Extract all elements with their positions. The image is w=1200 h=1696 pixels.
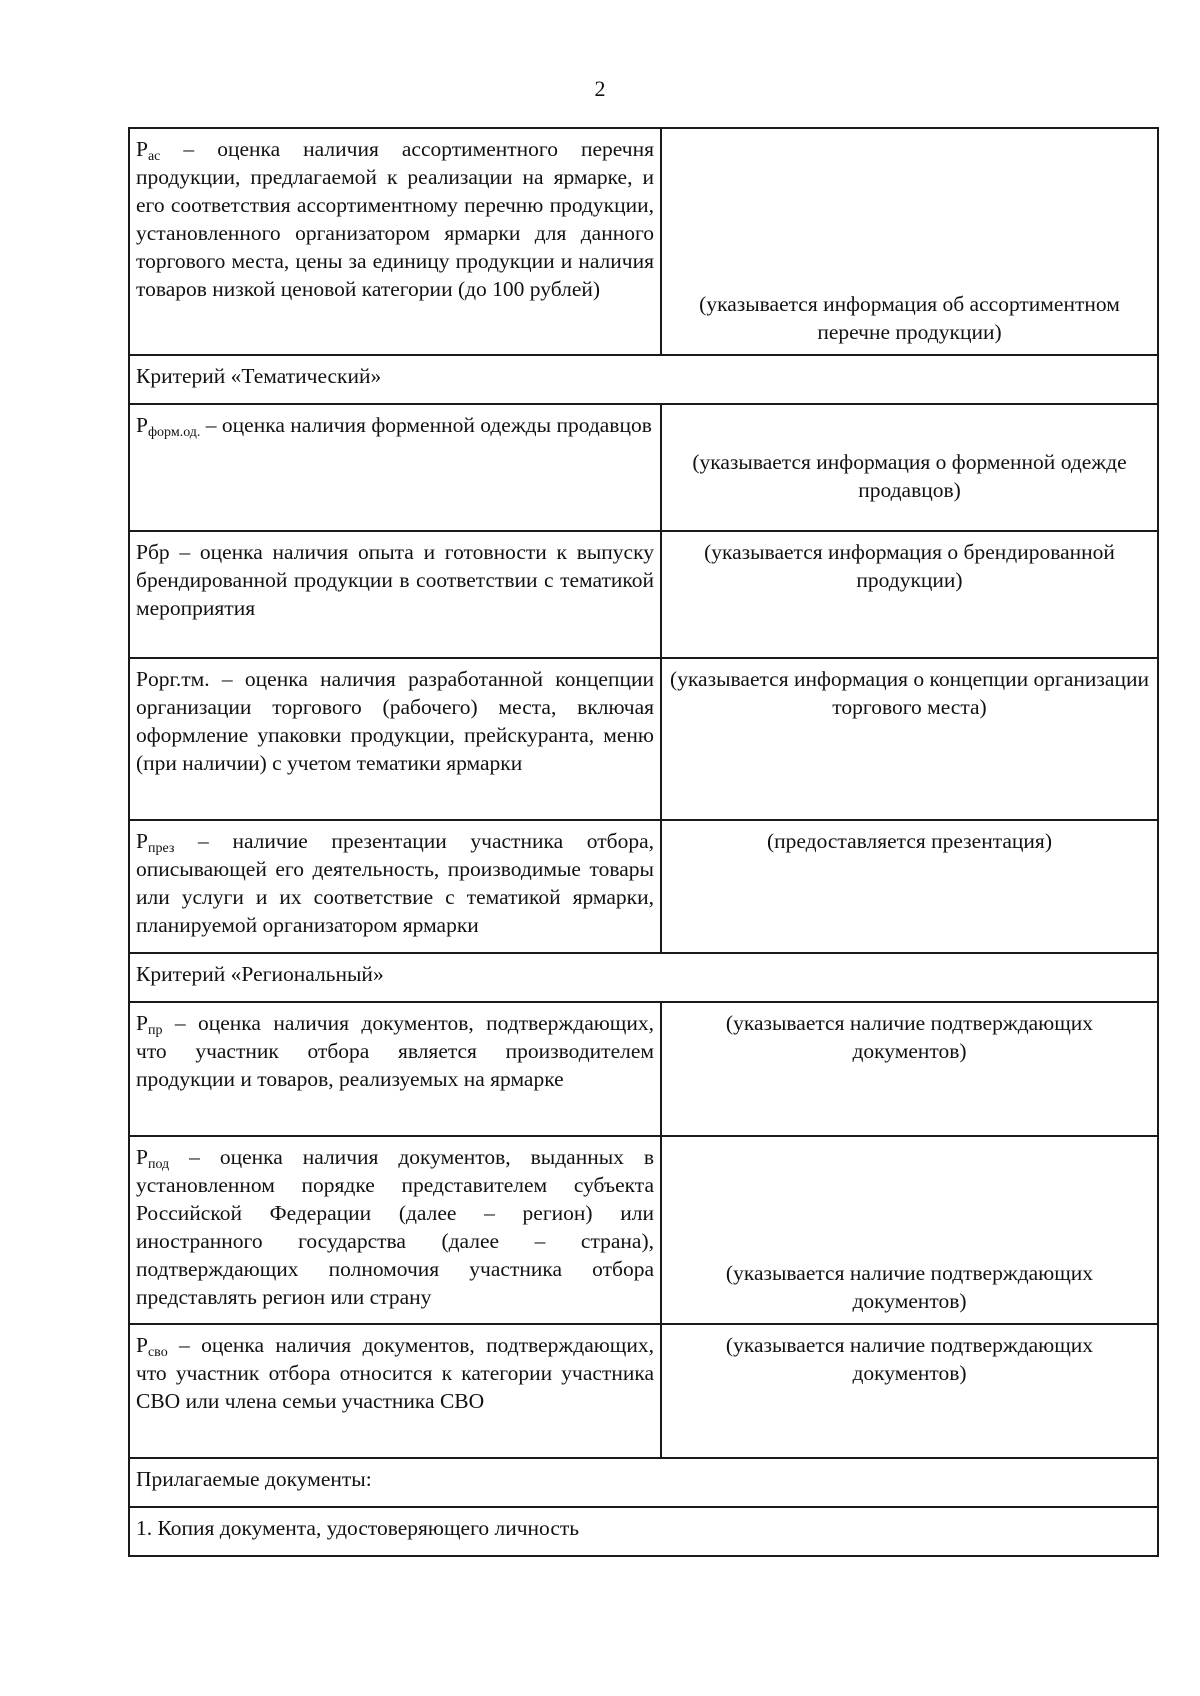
criterion-description <box>129 1136 661 1324</box>
section-row <box>129 953 1158 1002</box>
table-row <box>129 531 1158 658</box>
criterion-info: (указывается наличие подтверждающих документов) <box>661 1136 1158 1324</box>
table-row <box>129 1324 1158 1458</box>
table-row <box>129 820 1158 953</box>
criterion-symbol: Рбр <box>136 540 170 564</box>
section-row <box>129 1458 1158 1507</box>
criterion-description <box>129 1324 661 1458</box>
criterion-text: – оценка наличия форменной одежды продавцов <box>200 413 652 437</box>
criterion-text: – оценка наличия опыта и готовности к выпуску брендированной продукции в соответствии с тематикой мероприятия <box>136 540 654 620</box>
criterion-subscript: форм.од. <box>147 425 201 440</box>
criterion-symbol: P <box>136 829 148 853</box>
table-row <box>129 658 1158 820</box>
attached-documents-heading: Прилагаемые документы: <box>129 1458 1158 1507</box>
criterion-subscript: сво <box>147 1345 168 1360</box>
criterion-text: – оценка наличия разработанной концепции организации торгового (рабочего) места, включая оформление упаковки продукции, прейскуранта, меню (при наличии) с учетом тематики ярмарки <box>136 667 654 775</box>
criterion-subscript: ас <box>147 149 161 164</box>
criterion-symbol: P <box>136 137 148 161</box>
criterion-info: (указывается наличие подтверждающих документов) <box>661 1002 1158 1136</box>
criterion-subscript: под <box>147 1157 170 1172</box>
criterion-description <box>129 1002 661 1136</box>
table-row <box>129 1507 1158 1556</box>
criterion-text: – наличие презентации участника отбора, описывающей его деятельность, производимые товары или услуги и их соответствие с тематикой ярмарки, планируемой организатором ярмарки <box>136 829 654 937</box>
criterion-text: – оценка наличия документов, подтверждающих, что участник отбора является производителем продукции и товаров, реализуемых на ярмарке <box>136 1011 654 1091</box>
criterion-text: – оценка наличия документов, подтверждающих, что участник отбора относится к категории участника СВО или члена семьи участника СВО <box>136 1333 654 1413</box>
section-row <box>129 355 1158 404</box>
table-row <box>129 1002 1158 1136</box>
criterion-symbol: P <box>136 1333 148 1357</box>
criterion-description <box>129 531 661 658</box>
criterion-info: (указывается наличие подтверждающих документов) <box>661 1324 1158 1458</box>
table-row <box>129 1136 1158 1324</box>
table-row <box>129 128 1158 355</box>
criterion-info: (указывается информация о брендированной продукции) <box>661 531 1158 658</box>
criterion-symbol: P <box>136 1011 148 1035</box>
section-heading: Критерий «Региональный» <box>129 953 1158 1002</box>
criterion-symbol: P <box>136 1145 148 1169</box>
criterion-subscript: през <box>147 841 175 856</box>
criterion-description <box>129 128 661 355</box>
table-row <box>129 404 1158 531</box>
criterion-text: – оценка наличия ассортиментного перечня продукции, предлагаемой к реализации на ярмарке, и его соответствия ассортиментному перечню продукции, установленного организатором ярмарки для данного торгового места, цены за единицу продукции и наличия товаров низкой ценовой категории (до 100 рублей) <box>136 137 654 301</box>
criterion-description <box>129 404 661 531</box>
criterion-info: (указывается информация об ассортиментном перечне продукции) <box>661 128 1158 355</box>
page-number: 2 <box>594 76 606 101</box>
criterion-description <box>129 658 661 820</box>
attached-document-item: 1. Копия документа, удостоверяющего личность <box>129 1507 1158 1556</box>
criterion-info: (указывается информация о концепции организации торгового места) <box>661 658 1158 820</box>
criterion-description <box>129 820 661 953</box>
criterion-symbol: Popг.тм. <box>136 667 210 691</box>
criterion-info: (указывается информация о форменной одежде продавцов) <box>661 404 1158 531</box>
section-heading: Критерий «Тематический» <box>129 355 1158 404</box>
criterion-subscript: пр <box>147 1023 163 1038</box>
criterion-symbol: P <box>136 413 148 437</box>
criterion-text: – оценка наличия документов, выданных в установленном порядке представителем субъекта Российской Федерации (далее – регион) или иностранного государства (далее – страна), подтверждающих полномочия участника отбора представлять регион или страну <box>136 1145 654 1309</box>
criterion-info: (предоставляется презентация) <box>661 820 1158 953</box>
criteria-table <box>128 127 1159 1557</box>
